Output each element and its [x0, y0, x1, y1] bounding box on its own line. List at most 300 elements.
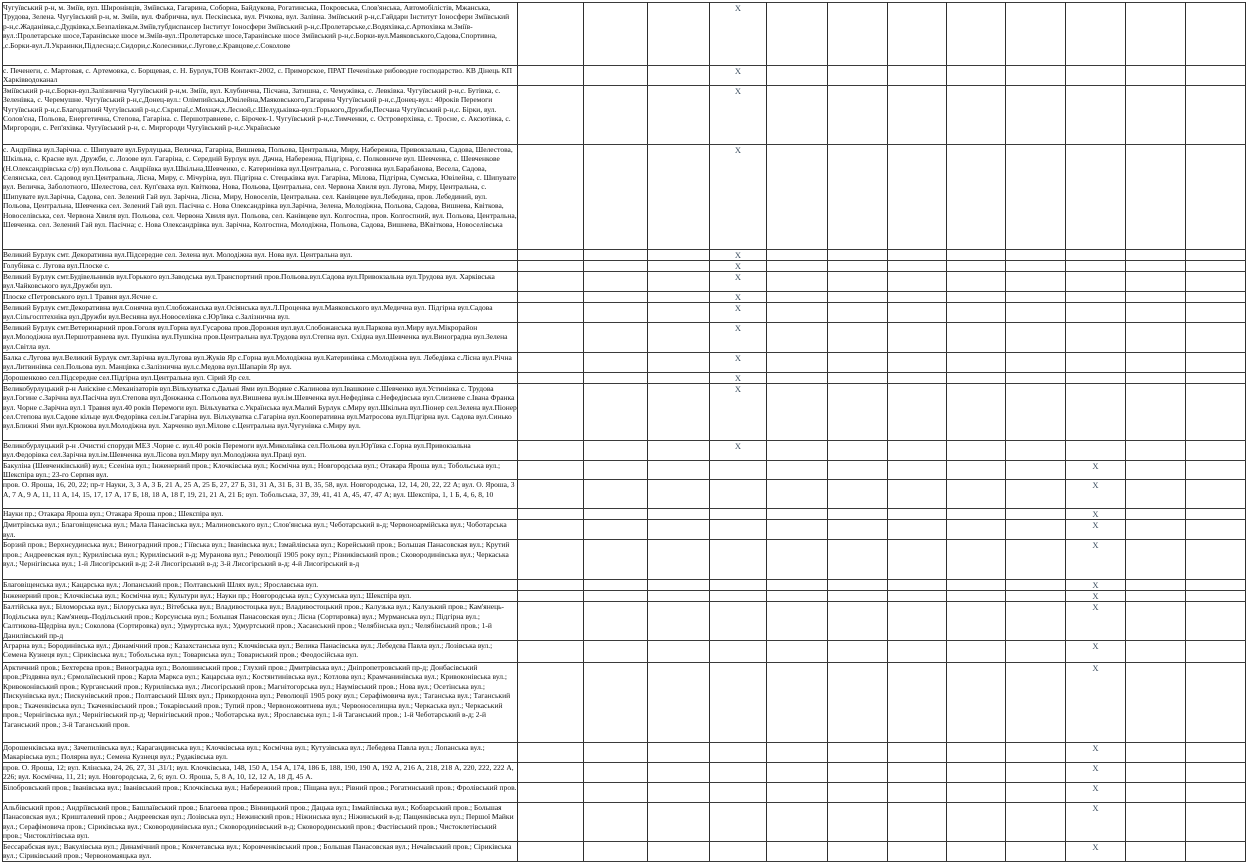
empty-cell: [828, 260, 888, 271]
empty-cell: [584, 271, 648, 291]
empty-cell: [648, 763, 710, 783]
x-mark: Х: [734, 440, 742, 451]
mark-cell: [1066, 509, 1126, 520]
empty-cell: [1126, 440, 1186, 460]
empty-cell: [767, 352, 828, 372]
empty-cell: [1006, 85, 1066, 144]
empty-cell: [584, 352, 648, 372]
empty-cell: [888, 302, 947, 322]
empty-cell: [1006, 591, 1066, 602]
empty-cell: [1066, 291, 1126, 302]
empty-cell: [828, 322, 888, 352]
empty-cell: [947, 841, 1006, 861]
x-mark: Х: [734, 85, 742, 96]
empty-cell: [947, 372, 1006, 383]
empty-cell: [767, 3, 828, 66]
table-row: [3, 144, 1246, 249]
mark-cell: [710, 85, 767, 144]
empty-cell: [888, 85, 947, 144]
empty-cell: [767, 783, 828, 803]
empty-cell: [518, 743, 584, 763]
empty-cell: [518, 591, 584, 602]
empty-cell: [947, 763, 1006, 783]
empty-cell: [888, 3, 947, 66]
empty-cell: [888, 291, 947, 302]
empty-cell: [1066, 322, 1126, 352]
empty-cell: [947, 3, 1006, 66]
empty-cell: [1126, 460, 1186, 480]
empty-cell: [710, 591, 767, 602]
empty-cell: [1066, 302, 1126, 322]
empty-cell: [1126, 580, 1186, 591]
empty-cell: [828, 302, 888, 322]
empty-cell: [648, 440, 710, 460]
table-row: [3, 460, 1246, 480]
empty-cell: [584, 66, 648, 86]
address-list-cell: Дорошенківська вул.; Зачепилівська вул.; Карагандинська вул.; Клочківська вул.; Космічна вул.; Кутузівська вул.; Лебедева Павла вул.; Лопанська вул.; Макарівська вул.; Полярна вул.; Семена Кузнеця вул.; Рудаківська вул.: [3, 743, 518, 763]
empty-cell: [1126, 85, 1186, 144]
table-row: [3, 322, 1246, 352]
table-row: [3, 372, 1246, 383]
x-mark: Х: [1092, 480, 1099, 491]
empty-cell: [518, 783, 584, 803]
empty-cell: [828, 249, 888, 260]
x-mark: Х: [1092, 460, 1099, 471]
mark-cell: [1066, 663, 1126, 743]
empty-cell: [888, 249, 947, 260]
table-row: [3, 352, 1246, 372]
mark-cell: [1066, 803, 1126, 842]
empty-cell: [648, 580, 710, 591]
address-list-cell: Борзий пров.; Верхнєудинська вул.; Виноградний пров.; Гіївська вул.; Іванівська вул.; Ізмайлівська вул.; Корейський пров.; Большая Панасовская вул.; Крутий пров.; Андреевская вул.; Курилівська вул.; Курилівський в-д; Муранова вул.; Революції 1905 року вул.; Різниківський пров.; Сковородинівська вул.; Черкаська вул.; Чернігівська вул.; 1-й Лисогірський в-д; 2-й Лисогірський в-д; 3-й Лисогірський в-д; 4-й Лисогірський в-д: [3, 540, 518, 580]
mark-cell: [1066, 841, 1126, 861]
empty-cell: [648, 383, 710, 440]
empty-cell: [1066, 440, 1126, 460]
empty-cell: [767, 602, 828, 641]
empty-cell: [1126, 743, 1186, 763]
empty-cell: [1126, 260, 1186, 271]
empty-cell: [767, 322, 828, 352]
x-mark: Х: [734, 260, 742, 271]
empty-cell: [888, 580, 947, 591]
empty-cell: [584, 520, 648, 540]
address-list-cell: Дмитрівська вул.; Благовіщенська вул.; Мала Панасівська вул.; Малиновського вул.; Слов'янська вул.; Чеботарський в-д; Червоноармійська вул.; Чоботарська вул.: [3, 520, 518, 540]
address-list-cell: Науки пр.; Отакара Яроша вул.; Отакара Яроша пров.; Шекспіра вул.: [3, 509, 518, 520]
empty-cell: [1186, 480, 1246, 509]
table-row: [3, 763, 1246, 783]
x-mark: Х: [1092, 591, 1099, 602]
mark-cell: [1066, 783, 1126, 803]
table-row: [3, 743, 1246, 763]
mark-cell: [710, 440, 767, 460]
x-mark: Х: [1092, 743, 1099, 754]
x-mark: Х: [1092, 783, 1099, 794]
empty-cell: [584, 291, 648, 302]
empty-cell: [518, 480, 584, 509]
empty-cell: [1186, 663, 1246, 743]
empty-cell: [1066, 249, 1126, 260]
x-mark: Х: [734, 302, 742, 313]
empty-cell: [767, 302, 828, 322]
empty-cell: [1006, 302, 1066, 322]
empty-cell: [1126, 803, 1186, 842]
empty-cell: [710, 580, 767, 591]
table-row: [3, 591, 1246, 602]
empty-cell: [584, 663, 648, 743]
empty-cell: [1126, 520, 1186, 540]
empty-cell: [888, 509, 947, 520]
empty-cell: [518, 841, 584, 861]
table-row: [3, 302, 1246, 322]
empty-cell: [648, 271, 710, 291]
empty-cell: [828, 291, 888, 302]
empty-cell: [1126, 352, 1186, 372]
empty-cell: [947, 291, 1006, 302]
empty-cell: [518, 580, 584, 591]
empty-cell: [767, 743, 828, 763]
empty-cell: [888, 803, 947, 842]
empty-cell: [1186, 372, 1246, 383]
table-row: [3, 85, 1246, 144]
empty-cell: [584, 144, 648, 249]
empty-cell: [1006, 580, 1066, 591]
mark-cell: [1066, 580, 1126, 591]
x-mark: Х: [1092, 663, 1099, 674]
table-row: [3, 440, 1246, 460]
empty-cell: [584, 743, 648, 763]
mark-cell: [1066, 743, 1126, 763]
empty-cell: [710, 540, 767, 580]
address-list-cell: Голубівка с. Лугова вул.Плоске с.: [3, 260, 518, 271]
x-mark: Х: [1092, 580, 1099, 591]
empty-cell: [1126, 783, 1186, 803]
table-row: [3, 641, 1246, 663]
empty-cell: [1126, 763, 1186, 783]
empty-cell: [767, 383, 828, 440]
empty-cell: [767, 480, 828, 509]
empty-cell: [584, 85, 648, 144]
empty-cell: [828, 743, 888, 763]
empty-cell: [947, 260, 1006, 271]
mark-cell: [710, 383, 767, 440]
empty-cell: [828, 509, 888, 520]
empty-cell: [584, 580, 648, 591]
empty-cell: [888, 440, 947, 460]
empty-cell: [947, 540, 1006, 580]
empty-cell: [888, 352, 947, 372]
empty-cell: [1126, 322, 1186, 352]
empty-cell: [1186, 602, 1246, 641]
empty-cell: [947, 641, 1006, 663]
service-schedule-table: [2, 2, 1246, 862]
empty-cell: [584, 372, 648, 383]
empty-cell: [518, 602, 584, 641]
empty-cell: [1006, 663, 1066, 743]
empty-cell: [767, 763, 828, 783]
x-mark: Х: [734, 271, 742, 282]
empty-cell: [1186, 383, 1246, 440]
empty-cell: [947, 302, 1006, 322]
empty-cell: [1126, 249, 1186, 260]
empty-cell: [1126, 602, 1186, 641]
address-list-cell: пров. О. Яроша, 16, 20, 22; пр-т Науки, 3, 3 А, 3 Б, 21 А, 25 А, 25 Б, 27, 27 Б, 31, 31 А, 31 Б, 31 В, 35, 58, вул. Новгородська, 12, 14, 20, 22, 22 А; вул. О. Яроша, 3 А, 7 А, 9 А, 11, 11 А, 14, 15, 17, 17 А, 17 Б, 18, 18 А, 18 Г, 19, 21, 21 А, 21 Б; вул. Тобольська, 37, 39, 41, 41 А, 45, 47, 47 А; вул. Шекспіра, 1, 1 Б, 4, 6, 8, 10: [3, 480, 518, 509]
address-list-cell: Великобурлуцький р-н Аніскіне с.Механізаторів вул.Вільхуватка с.Дальні Ями вул.Водяне с.Калинова вул.Івашкине с.Шевченко вул.Устинівка с. Трудова вул.Гогине с.Зарічна вул.Пасічна вул.Степова вул.Донжанка с.Польова вул.Вишнева вул.ім.Шевченка вул.Нефедівка с.Нефедівська вул.Слизневе с.Івана Франка вул. Чорне с.Зарічна вул.1 Травня вул.40 років Перемоги вул. Вільхуватка с.Українська вул.Малий Бурлук с.Миру вул.Шкільна вул.Піонер сел.Зелена вул.Піонер сел.Степова вул.Садове кільце вул.Федорівка сел.ім.Гагаріна вул. Вільхуватка с.Гагаріна вул.Кооперативна вул.Матросова вул.Підгірна вул. Садова вул.Синько вул.Ближні Ями вул.Крюкова вул.Молодіжна вул. Харченко вул.Мілове с.Центральна вул.Чугунівка с.Миру вул.: [3, 383, 518, 440]
empty-cell: [648, 322, 710, 352]
empty-cell: [767, 144, 828, 249]
empty-cell: [1126, 663, 1186, 743]
address-list-cell: Балка с.Лугова вул.Великий Бурлук смт.Зарічна вул.Лугова вул.Жуків Яр с.Горна вул.Молодіжна вул.Катеринівка с.Молодіжна вул. Лебедівка с.Лісна вул.Річна вул.Литвинівка сел.Польова вул. Манцівка с.Залізнична вул.с.Медова вул.Шапарів Яр вул.: [3, 352, 518, 372]
empty-cell: [947, 663, 1006, 743]
address-list-cell: с. Андріївка вул.Зарічна. с. Шипувате вул.Бурлуцька, Величка, Гагаріна, Вишнева, Польова, Центральна, Миру, Набережна, Привокзальна, Садова, Шелестова, Шкільна, с. Красне вул. Дружби, с. Лозове вул. Гагаріна, с. Середній Бурлук вул. Дачна, Набережна, Підгірна, с. Полковниче вул. Шевченка, с. Шевченкове (Н.Олександрівська с/р) вул.Польова с. Андріївка вул.Шкільна,Шевченко, с. Катеринівка вул.Центральна, с. Рогозянка вул.Барабанова, Весела, Садова, Селянська, сел. Садовод вул.Центральна, Лісна, Миру, с. Мічуріна, вул. Підгірна с. Стецьківка вул. Гагаріна, Мілова, Підгірна, Сумська, Ювілейна, с. Шипувате вул. Величка, Заболотного, Шелестова, сел. Куп'єваха вул. Квіткова, Нова, Польова, Центральна, сел. Червона Хвиля вул. Лугова, Миру, Центральна, с. Шипувате вул.Зарічна, Садова, сел. Зелений Гай вул. Зарічна, Лісна, Миру, Новоселів, Центральна. сел. Канівцеве вул.Лебедина, пров. Лебединий, вул. Польова, Центральна, Шевченка сел. Зелений Гай вул. Пасічна с. Нова Олександрівка вул.Зарічна, Зелена, Молодіжна, Польова, Садова, Вишнева, Квіткова, Новоселівська, сел. Червона Хвиля вул. Польова, сел. Червона Хвиля вул. Польова, сел. Канівцеве вул. Колгоспна, пров. Колгоспний, вул. Польова, Центральна, Шевченка. сел. Зелений Гай вул. Пасічна; с. Нова Олександрівка вул. Зарічна, Колгоспна, Молодіжна, Польова, Садова, Вишнева, ВКвіткова, Новоселівська: [3, 144, 518, 249]
empty-cell: [767, 249, 828, 260]
empty-cell: [518, 440, 584, 460]
x-mark: Х: [1092, 602, 1099, 613]
empty-cell: [1186, 580, 1246, 591]
table-row: [3, 383, 1246, 440]
mark-cell: [710, 271, 767, 291]
empty-cell: [947, 66, 1006, 86]
empty-cell: [1006, 641, 1066, 663]
empty-cell: [648, 520, 710, 540]
mark-cell: [1066, 520, 1126, 540]
empty-cell: [1006, 509, 1066, 520]
empty-cell: [710, 743, 767, 763]
empty-cell: [518, 66, 584, 86]
mark-cell: [1066, 641, 1126, 663]
x-mark: Х: [734, 291, 742, 302]
address-list-cell: Плоске сПетровського вул.1 Травня вул.Яєчне с.: [3, 291, 518, 302]
empty-cell: [648, 460, 710, 480]
empty-cell: [1006, 440, 1066, 460]
table-row: [3, 663, 1246, 743]
empty-cell: [767, 85, 828, 144]
table-row: [3, 249, 1246, 260]
empty-cell: [828, 763, 888, 783]
empty-cell: [518, 540, 584, 580]
empty-cell: [828, 144, 888, 249]
empty-cell: [888, 783, 947, 803]
address-list-cell: Великобурлуцький р-н .Очистні споруди МЕЗ .Чорне с. вул.40 років Перемоги вул.Миколаївка сел.Польова вул.Юр'ївка с.Горна вул.Привокзальна вул.Федорівка сел.Зарічна вул.ім.Шевченка вул.Лісова вул.Миру вул.Молодіжна вул.Праці вул.: [3, 440, 518, 460]
empty-cell: [1186, 85, 1246, 144]
empty-cell: [584, 763, 648, 783]
empty-cell: [1066, 383, 1126, 440]
x-mark: Х: [734, 144, 742, 155]
empty-cell: [1186, 440, 1246, 460]
empty-cell: [1126, 291, 1186, 302]
empty-cell: [828, 602, 888, 641]
mark-cell: [710, 260, 767, 271]
empty-cell: [1066, 271, 1126, 291]
empty-cell: [648, 663, 710, 743]
table-row: [3, 540, 1246, 580]
empty-cell: [828, 3, 888, 66]
empty-cell: [1186, 763, 1246, 783]
empty-cell: [710, 460, 767, 480]
empty-cell: [1126, 540, 1186, 580]
empty-cell: [1066, 372, 1126, 383]
empty-cell: [518, 302, 584, 322]
empty-cell: [584, 841, 648, 861]
address-list-cell: Аграрна вул.; Бородинівська вул.; Динамічний пров.; Казахстанська вул.; Клочківська вул.; Велика Панасівська вул.; Лебедєва Павла вул.; Лозівська вул.; Семена Кузнеця вул.; Сіриківська вул.; Тобольська вул.; Товариська вул.; Товариський пров.; Феодосійська вул.: [3, 641, 518, 663]
empty-cell: [1006, 322, 1066, 352]
empty-cell: [1126, 383, 1186, 440]
empty-cell: [888, 641, 947, 663]
mark-cell: [1066, 763, 1126, 783]
empty-cell: [1066, 3, 1126, 66]
empty-cell: [828, 66, 888, 86]
address-list-cell: Зміївський р-н,с.Борки-вул.Залізнична Чугуївський р-н,м. Зміїв, вул. Клубнична, Пісчана, Затишна, с. Чемужівка, с. Левківка. Чугуївський р-н,с. Бутівка, с. Зеленівка, с. Черемушне. Чугуївський р-н,с,Донец-вул.: Олімпийська,Ювілейна,Маяковського,Гагарина Чугуївський р-н,с.Донец-вул.: 40років Перемоги Чугуївський р-н,с.Благодатний Чугуївський р-н,с.Скрипаї,с.Мохнач,х.Лесной,с.Шелудьківка-вул.:Горького,Дружби,Песчана Чугуївський р-н,с. Бірки, вул. Солов'єна, Польова, Енергетична, Степова, Гагаріна. с. Першотравневе, с. Бірочек-1. Чугуївський р-н,с.Тимченки, с. Островерхівка, с. Тросне, с. Аксютівка, с. Миргороди, с. Реп'яхівка. Чугуївський р-н, с. Миргороди Чугуївський р-н,с.Українське: [3, 85, 518, 144]
empty-cell: [828, 440, 888, 460]
x-mark: Х: [734, 3, 742, 13]
mark-cell: [710, 249, 767, 260]
mark-cell: [710, 302, 767, 322]
empty-cell: [1126, 641, 1186, 663]
empty-cell: [648, 66, 710, 86]
empty-cell: [947, 85, 1006, 144]
empty-cell: [947, 352, 1006, 372]
x-mark: Х: [1092, 540, 1099, 551]
empty-cell: [584, 260, 648, 271]
empty-cell: [518, 803, 584, 842]
empty-cell: [947, 580, 1006, 591]
table-row: [3, 3, 1246, 66]
empty-cell: [1186, 271, 1246, 291]
mark-cell: [1066, 591, 1126, 602]
empty-cell: [888, 841, 947, 861]
empty-cell: [767, 641, 828, 663]
empty-cell: [648, 291, 710, 302]
empty-cell: [828, 271, 888, 291]
empty-cell: [1186, 743, 1246, 763]
empty-cell: [710, 803, 767, 842]
empty-cell: [1006, 743, 1066, 763]
table-row: [3, 520, 1246, 540]
empty-cell: [767, 260, 828, 271]
address-list-cell: Дорошенково сел.Підсередне сел.Підгірна вул.Центральна вул. Сірий Яр сел.: [3, 372, 518, 383]
empty-cell: [888, 271, 947, 291]
address-list-cell: Інженерний пров.; Клочківська вул.; Космічна вул.; Культури вул.; Науки пр.; Новгородська вул.; Сухумська вул.; Шекспіра вул.: [3, 591, 518, 602]
empty-cell: [767, 509, 828, 520]
empty-cell: [828, 480, 888, 509]
empty-cell: [518, 260, 584, 271]
empty-cell: [518, 383, 584, 440]
empty-cell: [518, 144, 584, 249]
empty-cell: [1006, 291, 1066, 302]
empty-cell: [1186, 803, 1246, 842]
empty-cell: [648, 352, 710, 372]
empty-cell: [1126, 3, 1186, 66]
mark-cell: [710, 3, 767, 66]
empty-cell: [648, 480, 710, 509]
empty-cell: [1186, 460, 1246, 480]
table-row: [3, 580, 1246, 591]
empty-cell: [888, 66, 947, 86]
empty-cell: [888, 460, 947, 480]
empty-cell: [648, 540, 710, 580]
empty-cell: [888, 663, 947, 743]
x-mark: Х: [1092, 763, 1099, 774]
mark-cell: [1066, 602, 1126, 641]
empty-cell: [648, 591, 710, 602]
empty-cell: [1126, 372, 1186, 383]
empty-cell: [1186, 260, 1246, 271]
empty-cell: [1186, 66, 1246, 86]
empty-cell: [767, 372, 828, 383]
empty-cell: [648, 783, 710, 803]
x-mark: Х: [1092, 520, 1099, 531]
address-list-cell: Чугуївський р-н, м. Зміїв, вул. Широнінців, Зміївська, Гагарина, Соборна, Байдукова, Рогатинська, Покровська, Слов'янська, Автомобілістів, Мжанська, Трудова, Зелена. Чугуївський р-н, м. Зміїв, вул. Фабрична, вул. Песківська, вул. Річкова, вул. Залівна. Зміївський р-н,с.Гайдари Інститут Іоносфери Зміївський р-н,с.Жаданівка,с.Дудківка,х.Безпалівка,м.Зміїв,тубдиспансер Інститут Іоносфери Зміївський р-н,с.Пролетарське,с.Водяхівка,с.Артюхівка м.Зміїв-вул.:Пролетарське шосе,Таранівське шосе м.Зміїв-вул.:Пролетарське шосе,Таранівське шосе Зміївський р-н,с.Борки-вул.Маяковського,Садова,Спортивна, ,с.Борки-вул.Л.Украинки,Підлесна;с.Сидори,с.Колесники,с.Лугове,с.Кравцове,с.Соколове: [3, 3, 518, 66]
empty-cell: [1186, 352, 1246, 372]
address-list-cell: Великий Бурлук смт.Декоративна вул.Сонячна вул.Слобожанська вул.Осіянська вул.Л.Проценка вул.Маяковського вул.Медична вул. Підгірна вул.Садова вул.Сільгосптехніка вул.Дружби вул.Весняна вул.Новоселівка с.Юр'ївка с.Залізнична вул.: [3, 302, 518, 322]
mark-cell: [1066, 460, 1126, 480]
mark-cell: [710, 66, 767, 86]
empty-cell: [1186, 249, 1246, 260]
empty-cell: [947, 803, 1006, 842]
empty-cell: [947, 783, 1006, 803]
empty-cell: [584, 540, 648, 580]
empty-cell: [1186, 144, 1246, 249]
x-mark: Х: [734, 383, 742, 394]
empty-cell: [828, 520, 888, 540]
empty-cell: [888, 602, 947, 641]
empty-cell: [947, 460, 1006, 480]
empty-cell: [648, 85, 710, 144]
empty-cell: [888, 383, 947, 440]
empty-cell: [584, 783, 648, 803]
empty-cell: [518, 663, 584, 743]
empty-cell: [648, 803, 710, 842]
empty-cell: [710, 520, 767, 540]
x-mark: Х: [1092, 841, 1099, 852]
empty-cell: [584, 383, 648, 440]
empty-cell: [648, 302, 710, 322]
empty-cell: [518, 372, 584, 383]
empty-cell: [1006, 260, 1066, 271]
mark-cell: [1066, 480, 1126, 509]
empty-cell: [828, 663, 888, 743]
empty-cell: [1066, 85, 1126, 144]
empty-cell: [518, 352, 584, 372]
empty-cell: [1006, 602, 1066, 641]
table-body: [3, 3, 1246, 862]
empty-cell: [710, 763, 767, 783]
empty-cell: [648, 841, 710, 861]
table-row: [3, 291, 1246, 302]
empty-cell: [584, 3, 648, 66]
empty-cell: [1066, 66, 1126, 86]
empty-cell: [1006, 540, 1066, 580]
empty-cell: [1126, 509, 1186, 520]
empty-cell: [1066, 144, 1126, 249]
empty-cell: [648, 641, 710, 663]
empty-cell: [1186, 783, 1246, 803]
empty-cell: [584, 602, 648, 641]
empty-cell: [1006, 520, 1066, 540]
empty-cell: [947, 144, 1006, 249]
table-row: [3, 841, 1246, 861]
empty-cell: [1126, 66, 1186, 86]
empty-cell: [947, 520, 1006, 540]
empty-cell: [1126, 841, 1186, 861]
empty-cell: [1006, 841, 1066, 861]
empty-cell: [518, 763, 584, 783]
address-list-cell: пров. О. Яроша, 12; вул. Клінська, 24, 26, 27, 31 ,31/1; вул. Клочківська, 148, 150 А, 154 А, 174, 186 Б, 188, 190, 190 А, 192 А, 216 А, 218, 218 А, 220, 222, 222 А, 226; вул. Космічна, 11, 21; вул. Новгородська, 2, 6; вул. О. Яроша, 5, 8 А, 10, 12, 12 А, 18 Д, 45 А.: [3, 763, 518, 783]
empty-cell: [767, 540, 828, 580]
empty-cell: [584, 460, 648, 480]
empty-cell: [1066, 260, 1126, 271]
address-list-cell: с. Печенеги, с. Мартовая, с. Артемовка, с. Борщевая, с. Н. Бурлук,ТОВ Контакт-2002, с. Приморское, ПРАТ Печенізьке рибоводне господарство. КВ Дінець КП Харківводоканал: [3, 66, 518, 86]
empty-cell: [1186, 591, 1246, 602]
